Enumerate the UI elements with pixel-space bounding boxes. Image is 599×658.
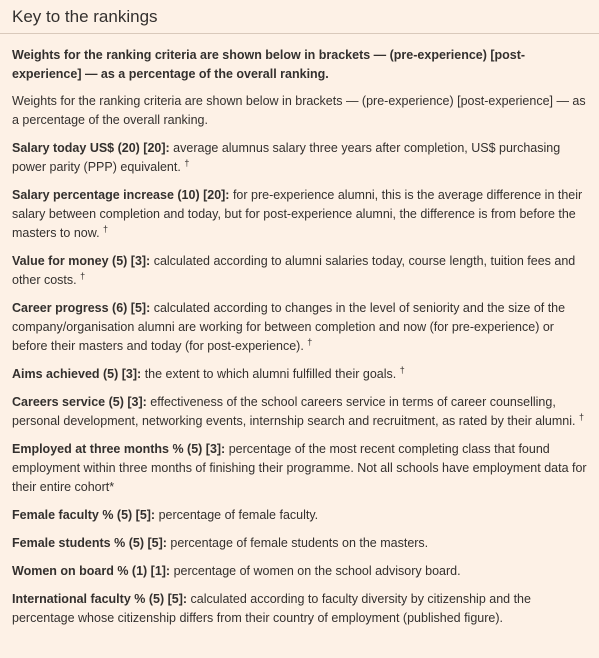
criteria-item	[12, 393, 587, 431]
dagger-footnote-mark: †	[578, 411, 584, 422]
criteria-list	[12, 139, 587, 628]
criteria-description: percentage of women on the school advisory board.	[170, 564, 461, 578]
criteria-description: calculated according to alumni salaries today, course length, tuition fees and other costs.	[12, 254, 576, 287]
criteria-term: International faculty % (5) [5]:	[12, 592, 188, 606]
criteria-term: Salary today US$ (20) [20]:	[12, 141, 170, 155]
criteria-term: Female faculty % (5) [5]:	[12, 508, 156, 522]
criteria-item	[12, 186, 587, 243]
divider	[0, 33, 599, 34]
criteria-description: calculated according to faculty diversity by citizenship and the percentage whose citizenship differs from their country of employment (published figure).	[12, 592, 531, 625]
criteria-term: Women on board % (1) [1]:	[12, 564, 171, 578]
criteria-term: Female students % (5) [5]:	[12, 536, 167, 550]
criteria-description: average alumnus salary three years after completion, US$ purchasing power parity (PPP) equivalent.	[12, 141, 561, 174]
criteria-item	[12, 590, 587, 628]
page-title: Key to the rankings	[12, 7, 158, 26]
criteria-description: the extent to which alumni fulfilled their goals.	[141, 367, 397, 381]
dagger-footnote-mark: †	[184, 157, 190, 168]
dagger-footnote-mark: †	[103, 223, 109, 234]
criteria-description: effectiveness of the school careers service in terms of career counselling, personal development, networking events, internship search and recruitment, as rated by their alumni.	[12, 395, 576, 428]
criteria-description: calculated according to changes in the level of seniority and the size of the company/organisation alumni are working for between completion and now (for pre-experience) or before their masters and today (for post-experience).	[12, 301, 566, 353]
criteria-item	[12, 562, 587, 581]
criteria-term: Career progress (6) [5]:	[12, 301, 151, 315]
criteria-description: percentage of female faculty.	[155, 508, 319, 522]
dagger-footnote-mark: †	[80, 270, 86, 281]
intro-paragraph: Weights for the ranking criteria are shown below in brackets — (pre-experience) [post-experience] — as a percentage of the overall ranking.	[12, 94, 586, 127]
intro-bold-paragraph: Weights for the ranking criteria are shown below in brackets — (pre-experience) [post-experience] — as a percentage of the overall ranking.	[12, 48, 526, 81]
criteria-item	[12, 506, 587, 525]
criteria-term: Careers service (5) [3]:	[12, 395, 147, 409]
criteria-term: Salary percentage increase (10) [20]:	[12, 188, 230, 202]
dagger-footnote-mark: †	[399, 364, 405, 375]
criteria-description: percentage of female students on the masters.	[166, 536, 429, 550]
criteria-item	[12, 440, 587, 497]
criteria-item	[12, 139, 587, 177]
criteria-description: percentage of the most recent completing class that found employment within three months of finishing their programme. Not all schools have employment data for their entire cohort*	[12, 442, 587, 494]
criteria-item	[12, 365, 587, 384]
criteria-term: Value for money (5) [3]:	[12, 254, 151, 268]
dagger-footnote-mark: †	[307, 336, 313, 347]
criteria-description: for pre-experience alumni, this is the average difference in their salary between completion and today, but for post-experience alumni, the difference is from before the masters to now.	[12, 188, 583, 240]
criteria-item	[12, 534, 587, 553]
criteria-item	[12, 299, 587, 356]
criteria-term: Aims achieved (5) [3]:	[12, 367, 142, 381]
criteria-term: Employed at three months % (5) [3]:	[12, 442, 226, 456]
criteria-item	[12, 252, 587, 290]
